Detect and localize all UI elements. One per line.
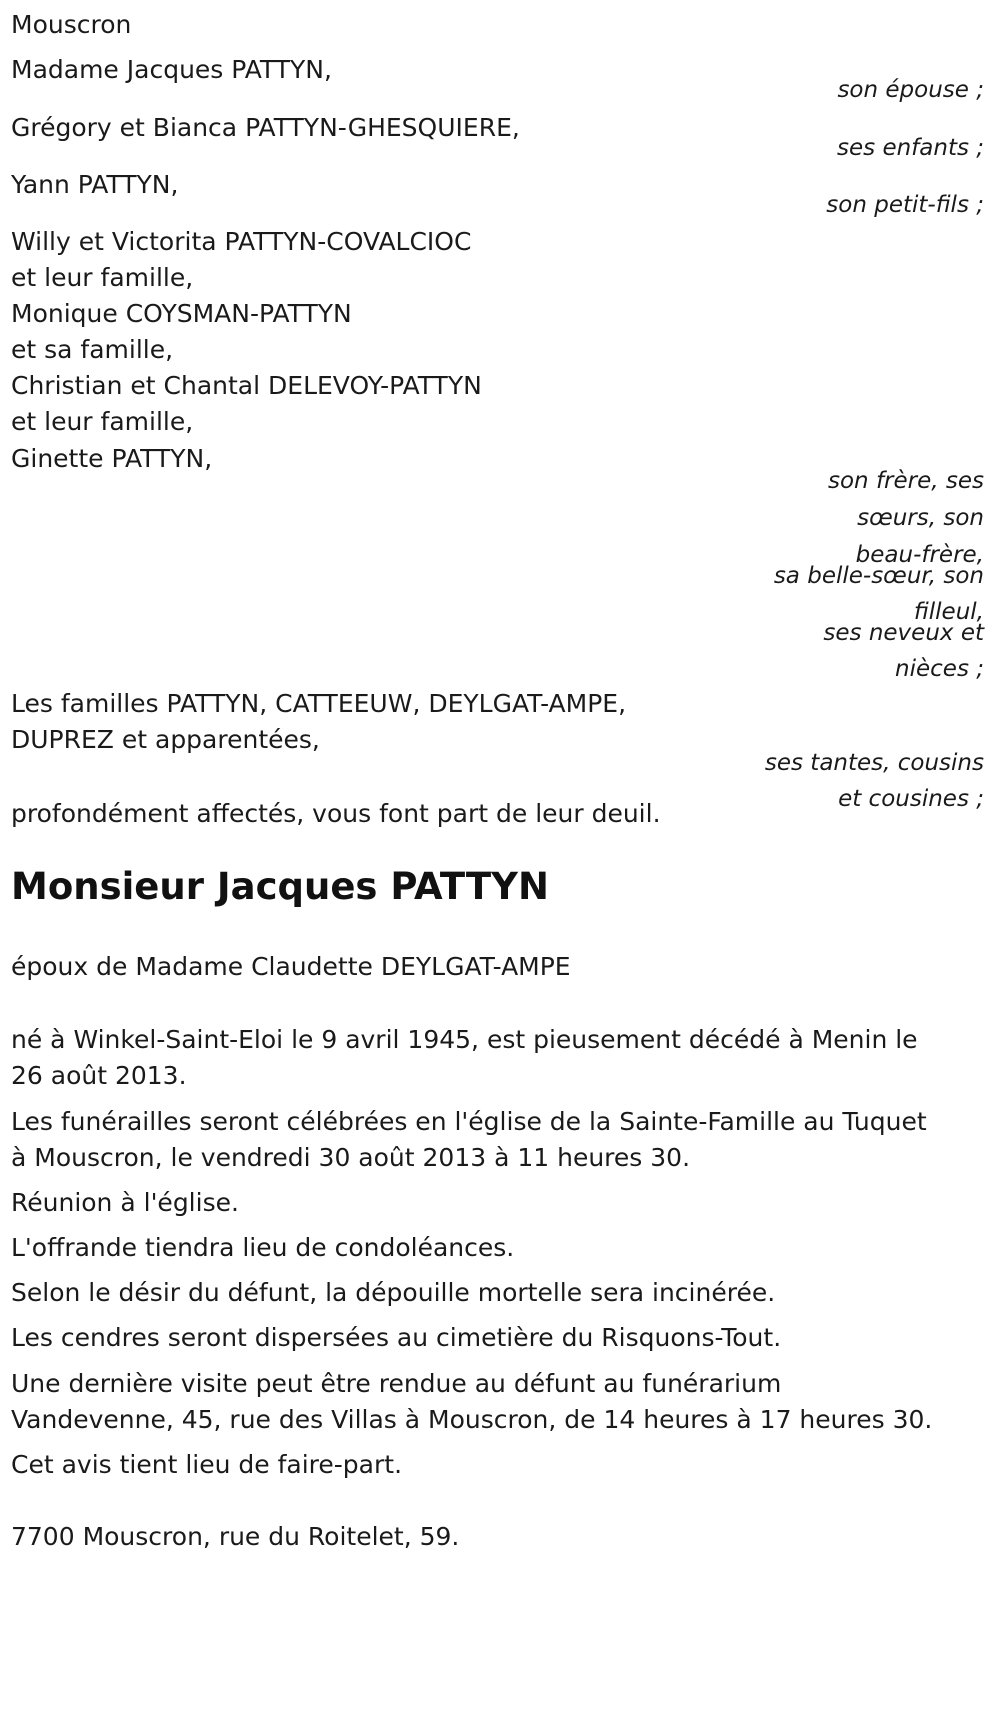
detail-line: à Mouscron, le vendredi 30 août 2013 à 11 heures 30.	[11, 1143, 691, 1172]
detail-line: né à Winkel-Saint-Eloi le 9 avril 1945, est pieusement décédé à Menin le	[11, 1025, 918, 1054]
relation-label: sœurs, son	[857, 505, 984, 531]
mourner-line: et sa famille,	[11, 335, 174, 364]
relation-label: ses tantes, cousins	[764, 750, 984, 776]
relation-label: beau-frère,	[855, 542, 984, 568]
mourner-line: Grégory et Bianca PATTYN-GHESQUIERE,	[11, 113, 520, 142]
detail-line: Réunion à l'église.	[11, 1188, 239, 1217]
relation-label: sa belle-sœur, son	[773, 563, 984, 589]
relation-label: son petit-fils ;	[826, 192, 984, 218]
relation-label: ses enfants ;	[837, 135, 984, 161]
mourner-line: Ginette PATTYN,	[11, 444, 213, 473]
location-heading: Mouscron	[11, 10, 132, 39]
mourner-line: et leur famille,	[11, 407, 194, 436]
address-line: 7700 Mouscron, rue du Roitelet, 59.	[11, 1522, 460, 1551]
mourner-line: Les familles PATTYN, CATTEEUW, DEYLGAT-AMPE,	[11, 689, 627, 718]
detail-line: L'offrande tiendra lieu de condoléances.	[11, 1233, 515, 1262]
relation-label: nièces ;	[895, 656, 984, 682]
detail-line: Les cendres seront dispersées au cimetière du Risquons-Tout.	[11, 1323, 782, 1352]
relation-label: ses neveux et	[823, 620, 984, 646]
deceased-name: Monsieur Jacques PATTYN	[11, 865, 549, 908]
spouse-line: époux de Madame Claudette DEYLGAT-AMPE	[11, 952, 571, 981]
relation-label: et cousines ;	[838, 786, 984, 812]
detail-line: Cet avis tient lieu de faire-part.	[11, 1450, 403, 1479]
detail-line: Selon le désir du défunt, la dépouille mortelle sera incinérée.	[11, 1278, 776, 1307]
mourner-line: Madame Jacques PATTYN,	[11, 55, 332, 84]
detail-line: Une dernière visite peut être rendue au défunt au funérarium	[11, 1369, 782, 1398]
mourner-line: et leur famille,	[11, 263, 194, 292]
mourner-line: Christian et Chantal DELEVOY-PATTYN	[11, 371, 482, 400]
detail-line: Vandevenne, 45, rue des Villas à Mouscron, de 14 heures à 17 heures 30.	[11, 1405, 933, 1434]
mourner-line: Monique COYSMAN-PATTYN	[11, 299, 352, 328]
mourner-line: Willy et Victorita PATTYN-COVALCIOC	[11, 227, 472, 256]
mourner-line: Yann PATTYN,	[11, 170, 179, 199]
relation-label: son épouse ;	[837, 77, 984, 103]
closing-line: profondément affectés, vous font part de leur deuil.	[11, 799, 661, 828]
detail-line: Les funérailles seront célébrées en l'église de la Sainte-Famille au Tuquet	[11, 1107, 927, 1136]
detail-line: 26 août 2013.	[11, 1061, 187, 1090]
relation-label: filleul,	[913, 599, 984, 625]
relation-label: son frère, ses	[828, 468, 984, 494]
mourner-line: DUPREZ et apparentées,	[11, 725, 320, 754]
